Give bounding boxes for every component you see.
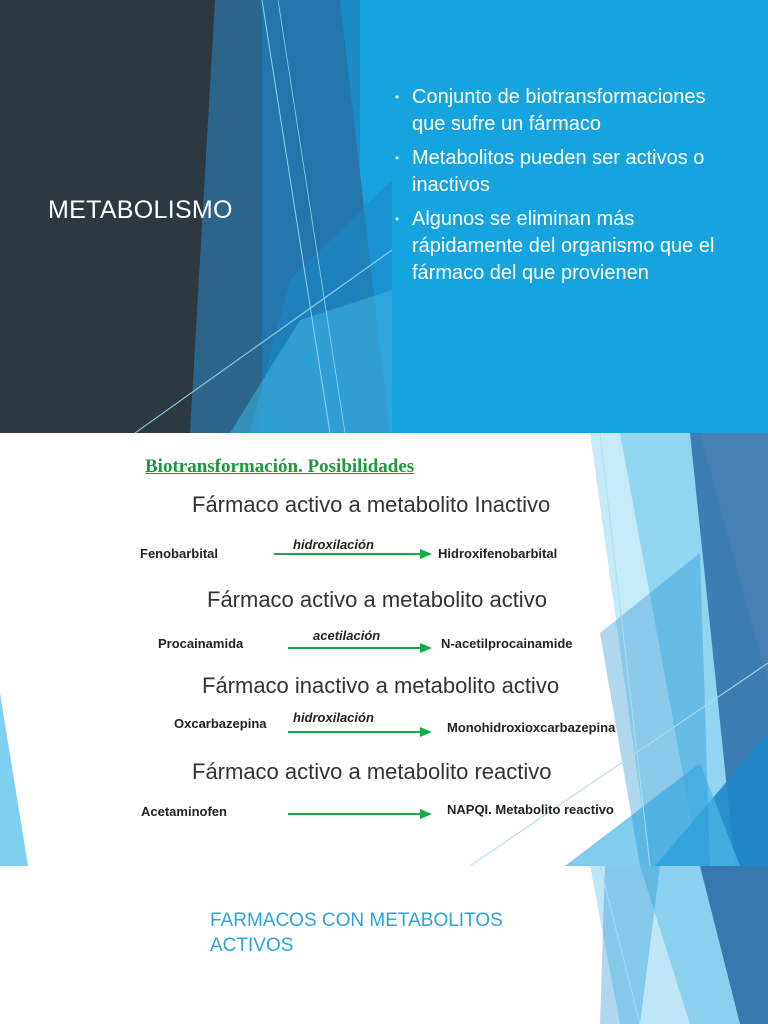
- drug-name: Procainamida: [158, 636, 244, 651]
- case-title: Fármaco inactivo a metabolito activo: [202, 673, 560, 698]
- case-title: Fármaco activo a metabolito Inactivo: [192, 492, 551, 517]
- slide-farmacos-metabolitos: [0, 866, 768, 1024]
- bullet-text: Conjunto de biotransformaciones que sufre un fármaco: [412, 86, 706, 135]
- right-arrow-icon: [274, 547, 434, 561]
- reaction-label: acetilación: [313, 628, 381, 643]
- bullet-item: [395, 84, 735, 138]
- slide-title: FARMACOS CON METABOLITOS ACTIVOS: [210, 910, 503, 956]
- case-title: Fármaco activo a metabolito reactivo: [192, 759, 552, 784]
- bullet-item: [395, 145, 735, 199]
- slide-title: METABOLISMO: [48, 196, 233, 224]
- reaction-label: hidroxilación: [293, 710, 374, 725]
- slide-biotransformacion: [0, 433, 768, 866]
- right-arrow-icon: [288, 641, 434, 655]
- metabolite-name: Hidroxifenobarbital: [438, 546, 558, 561]
- slide-metabolismo: [0, 0, 768, 433]
- bullet-item: [395, 206, 735, 287]
- drug-name: Fenobarbital: [140, 546, 219, 561]
- bullet-icon: •: [395, 151, 400, 165]
- right-arrow-icon: [288, 807, 434, 821]
- bullet-text: Metabolitos pueden ser activos o inactivos: [412, 147, 705, 196]
- bullet-text: Algunos se eliminan más rápidamente del organismo que el fármaco del que provienen: [412, 208, 715, 284]
- section-heading: Biotransformación. Posibilidades: [145, 456, 415, 477]
- bullet-list: [395, 84, 735, 294]
- bullet-icon: •: [395, 90, 400, 104]
- metabolite-name: N-acetilprocainamide: [441, 636, 573, 651]
- right-arrow-icon: [288, 725, 434, 739]
- reaction-label: hidroxilación: [293, 537, 374, 552]
- drug-name: Oxcarbazepina: [174, 716, 267, 731]
- metabolite-name: Monohidroxioxcarbazepina: [447, 720, 616, 735]
- metabolite-name: NAPQI. Metabolito reactivo: [447, 802, 614, 817]
- bullet-icon: •: [395, 212, 400, 226]
- case-title: Fármaco activo a metabolito activo: [207, 587, 547, 612]
- drug-name: Acetaminofen: [141, 804, 227, 819]
